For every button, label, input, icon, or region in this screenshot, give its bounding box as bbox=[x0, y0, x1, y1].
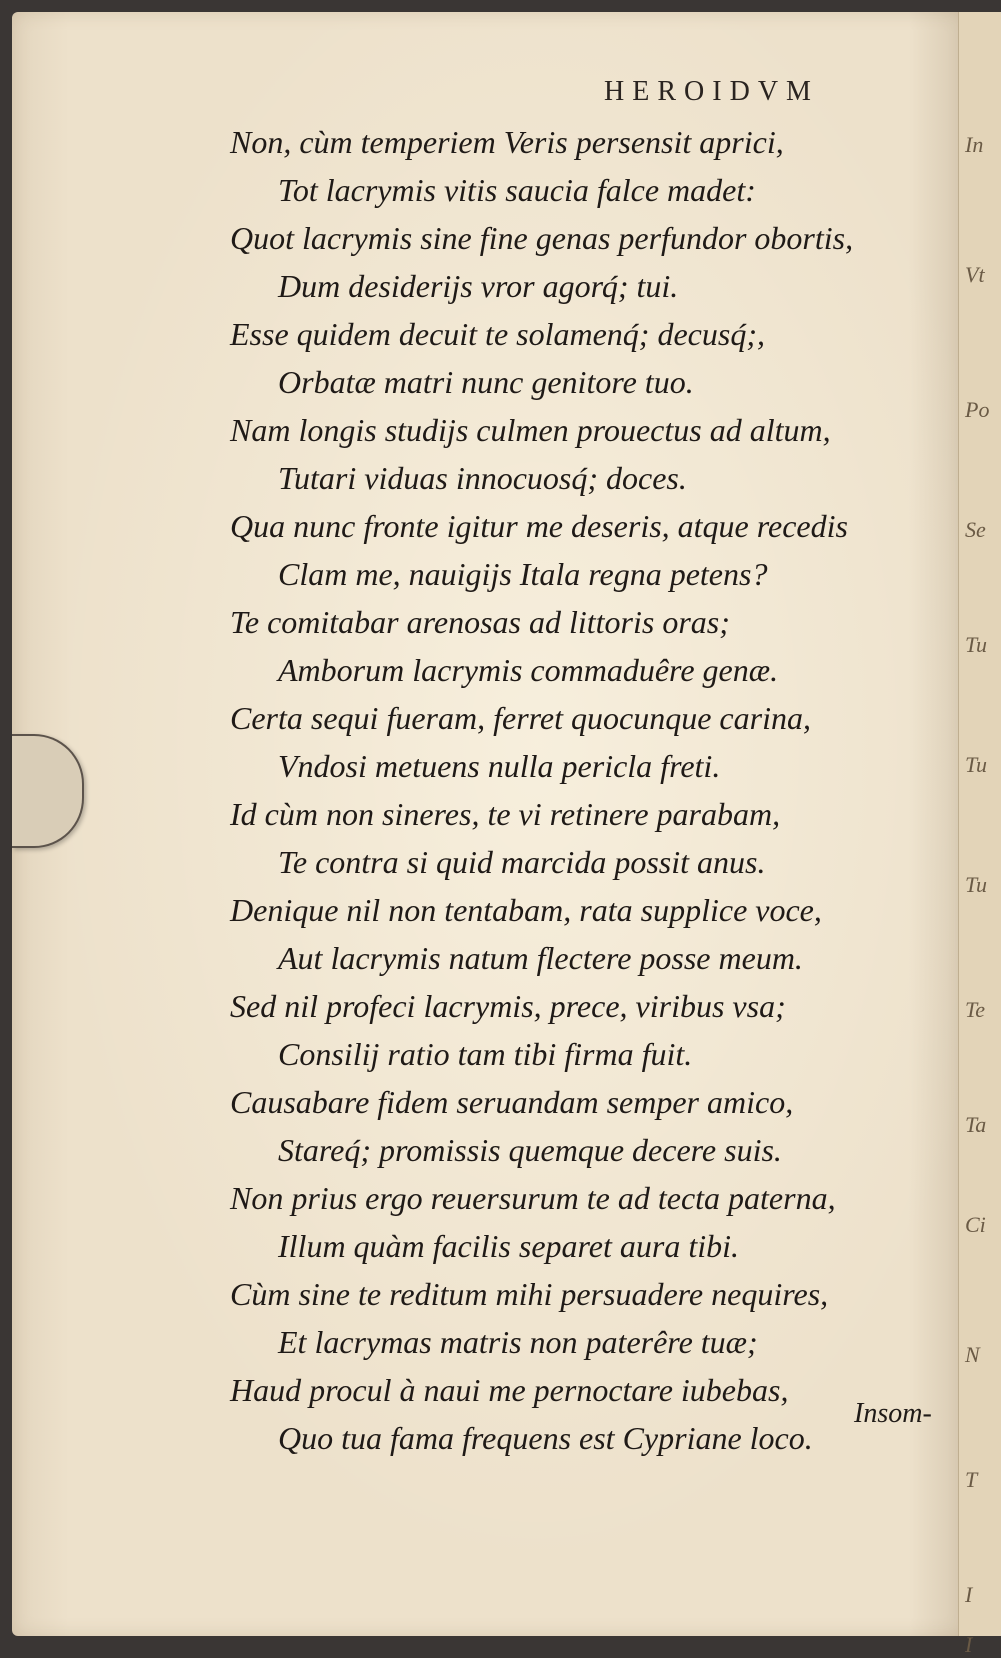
verse-line: Id cùm non sineres, te vi retinere parabam, bbox=[230, 796, 781, 832]
facing-page-fragment: I bbox=[965, 1582, 973, 1607]
verse-line: Non, cùm temperiem Veris persensit aprici, bbox=[230, 124, 784, 160]
facing-page-fragment: Tu bbox=[965, 752, 988, 777]
verse-line: Amborum lacrymis commaduêre genæ. bbox=[278, 652, 779, 688]
facing-page-fragment: Ta bbox=[965, 1112, 987, 1137]
verse-line: Vndosi metuens nulla pericla freti. bbox=[278, 748, 721, 784]
verse-line: Et lacrymas matris non paterêre tuæ; bbox=[278, 1324, 758, 1360]
verse-line: Stareq́; promissis quemque decere suis. bbox=[278, 1132, 782, 1168]
facing-page-fragment: Tu bbox=[965, 632, 988, 657]
verse-line: Tutari viduas innocuosq́; doces. bbox=[278, 460, 687, 496]
verse-line: Illum quàm facilis separet aura tibi. bbox=[278, 1228, 740, 1264]
verse-line: Sed nil profeci lacrymis, prece, viribus vsa; bbox=[230, 988, 786, 1024]
facing-page-fragment: Te bbox=[965, 997, 985, 1022]
catchword: Insom- bbox=[854, 1398, 932, 1429]
verse-line: Quot lacrymis sine fine genas perfundor obortis, bbox=[230, 220, 854, 256]
facing-page-fragment: T bbox=[965, 1467, 978, 1492]
facing-page-fragment: Vt bbox=[965, 262, 985, 287]
facing-page-fragment: Po bbox=[965, 397, 990, 422]
facing-page-fragment: Se bbox=[965, 517, 986, 542]
verse-line: Orbatæ matri nunc genitore tuo. bbox=[278, 364, 694, 400]
verse-line: Aut lacrymis natum flectere posse meum. bbox=[278, 940, 803, 976]
page-clip bbox=[12, 734, 84, 848]
verse-line: Denique nil non tentabam, rata supplice voce, bbox=[230, 892, 822, 928]
facing-page-edge bbox=[958, 12, 1001, 1657]
verse-line: Causabare fidem seruandam semper amico, bbox=[230, 1084, 794, 1120]
verse-line: Tot lacrymis vitis saucia falce madet: bbox=[278, 172, 756, 208]
facing-page-fragment: I bbox=[965, 1632, 973, 1657]
facing-page-fragment: Tu bbox=[965, 872, 988, 897]
verse-line: Dum desiderijs vror agorq́; tui. bbox=[278, 268, 679, 304]
verse-line: Non prius ergo reuersurum te ad tecta paterna, bbox=[230, 1180, 836, 1216]
verse-line: Consilij ratio tam tibi firma fuit. bbox=[278, 1036, 693, 1072]
running-header bbox=[12, 76, 966, 108]
book-page bbox=[12, 12, 966, 1636]
verse-line: Certa sequi fueram, ferret quocunque carina, bbox=[230, 700, 811, 736]
verse-list bbox=[230, 118, 950, 1462]
facing-page-fragment: In bbox=[965, 132, 984, 157]
verse-line: Te comitabar arenosas ad littoris oras; bbox=[230, 604, 730, 640]
verse-line: Te contra si quid marcida possit anus. bbox=[278, 844, 766, 880]
facing-page-fragment: Ci bbox=[965, 1212, 986, 1237]
verse-line: Clam me, nauigijs Itala regna petens? bbox=[278, 556, 768, 592]
running-header-text: HEROIDVM bbox=[604, 76, 819, 107]
verse-line: Haud procul à naui me pernoctare iubebas, bbox=[230, 1372, 789, 1408]
verse-line: Qua nunc fronte igitur me deseris, atque recedis bbox=[230, 508, 848, 544]
verse-line: Esse quidem decuit te solamenq́; decusq́;, bbox=[230, 316, 765, 352]
verse-line: Nam longis studijs culmen prouectus ad altum, bbox=[230, 412, 831, 448]
verse-line: Quo tua fama frequens est Cypriane loco. bbox=[278, 1420, 813, 1456]
facing-page-fragment: N bbox=[965, 1342, 980, 1367]
verse-line: Cùm sine te reditum mihi persuadere nequires, bbox=[230, 1276, 829, 1312]
